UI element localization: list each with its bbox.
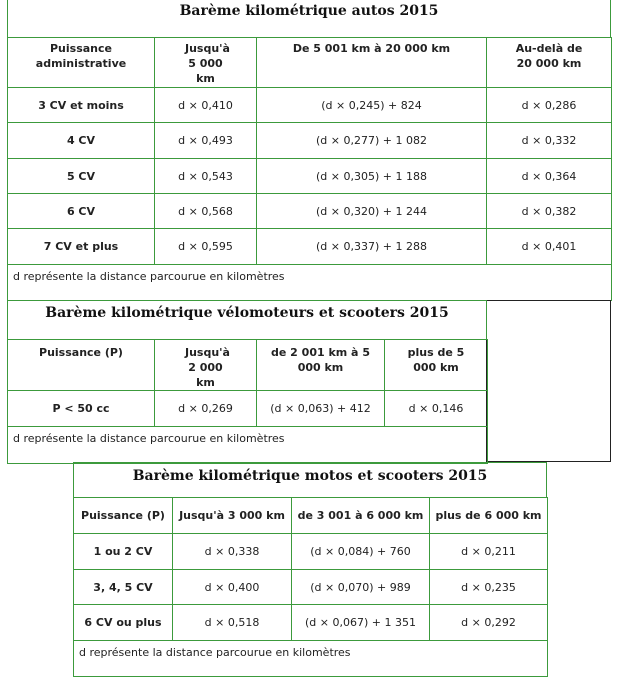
autos-value: d × 0,401 (487, 229, 612, 265)
autos-header-tranche-1: Jusqu'à 5 000 km (155, 38, 257, 88)
autos-value: (d × 0,305) + 1 188 (257, 159, 487, 194)
velo-header-row (8, 340, 488, 391)
autos-value: d × 0,493 (155, 123, 257, 159)
motos-title: Barème kilométrique motos et scooters 2015 (132, 468, 488, 484)
motos-value: d × 0,518 (173, 605, 292, 641)
motos-puissance: 3, 4, 5 CV (74, 570, 173, 605)
autos-puissance: 4 CV (8, 123, 155, 159)
velo-header-tranche-3: plus de 5 000 km (385, 340, 488, 391)
autos-header-tranche-3: Au-delà de 20 000 km (487, 38, 612, 88)
motos-note: d représente la distance parcourue en kilomètres (74, 641, 548, 677)
autos-value: d × 0,595 (155, 229, 257, 265)
autos-table (7, 37, 612, 301)
autos-value: d × 0,543 (155, 159, 257, 194)
velo-header-tranche-2: de 2 001 km à 5 000 km (257, 340, 385, 391)
motos-value: d × 0,211 (430, 534, 548, 570)
motos-header-puissance: Puissance (P) (74, 498, 173, 534)
table-row (74, 605, 548, 641)
velo-header-tranche-1: Jusqu'à 2 000 km (155, 340, 257, 391)
autos-puissance: 7 CV et plus (8, 229, 155, 265)
motos-header-row (74, 498, 548, 534)
autos-value: d × 0,332 (487, 123, 612, 159)
motos-value: d × 0,292 (430, 605, 548, 641)
motos-value: (d × 0,070) + 989 (292, 570, 430, 605)
autos-value: (d × 0,245) + 824 (257, 88, 487, 123)
motos-header-tranche-2: de 3 001 à 6 000 km (292, 498, 430, 534)
autos-value: d × 0,410 (155, 88, 257, 123)
velo-value: d × 0,146 (385, 391, 488, 427)
table-row (8, 391, 488, 427)
motos-value: d × 0,400 (173, 570, 292, 605)
autos-value: (d × 0,337) + 1 288 (257, 229, 487, 265)
autos-value: (d × 0,277) + 1 082 (257, 123, 487, 159)
velo-puissance: P < 50 cc (8, 391, 155, 427)
velo-value: d × 0,269 (155, 391, 257, 427)
motos-value: d × 0,338 (173, 534, 292, 570)
table-row (8, 194, 612, 229)
autos-value: (d × 0,320) + 1 244 (257, 194, 487, 229)
velo-header-puissance: Puissance (P) (8, 340, 155, 391)
velo-title: Barème kilométrique vélomoteurs et scooters 2015 (45, 305, 449, 321)
autos-value: d × 0,568 (155, 194, 257, 229)
velo-note-row (8, 427, 488, 464)
table-row (8, 123, 612, 159)
table-row (74, 534, 548, 570)
autos-puissance: 3 CV et moins (8, 88, 155, 123)
motos-value: (d × 0,084) + 760 (292, 534, 430, 570)
motos-puissance: 1 ou 2 CV (74, 534, 173, 570)
autos-header-puissance: Puissance administrative (8, 38, 155, 88)
table-row (8, 159, 612, 194)
velo-value: (d × 0,063) + 412 (257, 391, 385, 427)
motos-puissance: 6 CV ou plus (74, 605, 173, 641)
autos-title: Barème kilométrique autos 2015 (179, 3, 439, 19)
autos-value: d × 0,364 (487, 159, 612, 194)
autos-value: d × 0,382 (487, 194, 612, 229)
motos-value: (d × 0,067) + 1 351 (292, 605, 430, 641)
velo-table (7, 339, 488, 464)
table-row (74, 570, 548, 605)
autos-header-tranche-2: De 5 001 km à 20 000 km (257, 38, 487, 88)
motos-note-row (74, 641, 548, 677)
autos-puissance: 6 CV (8, 194, 155, 229)
table-row (8, 229, 612, 265)
table-row (8, 88, 612, 123)
motos-table (73, 497, 548, 677)
autos-value: d × 0,286 (487, 88, 612, 123)
autos-header-row (8, 38, 612, 88)
motos-header-tranche-1: Jusqu'à 3 000 km (173, 498, 292, 534)
velo-note: d représente la distance parcourue en kilomètres (8, 427, 488, 464)
motos-value: d × 0,235 (430, 570, 548, 605)
autos-note-row (8, 265, 612, 301)
autos-note: d représente la distance parcourue en kilomètres (8, 265, 612, 301)
autos-puissance: 5 CV (8, 159, 155, 194)
motos-header-tranche-3: plus de 6 000 km (430, 498, 548, 534)
empty-side-cell (486, 300, 611, 462)
